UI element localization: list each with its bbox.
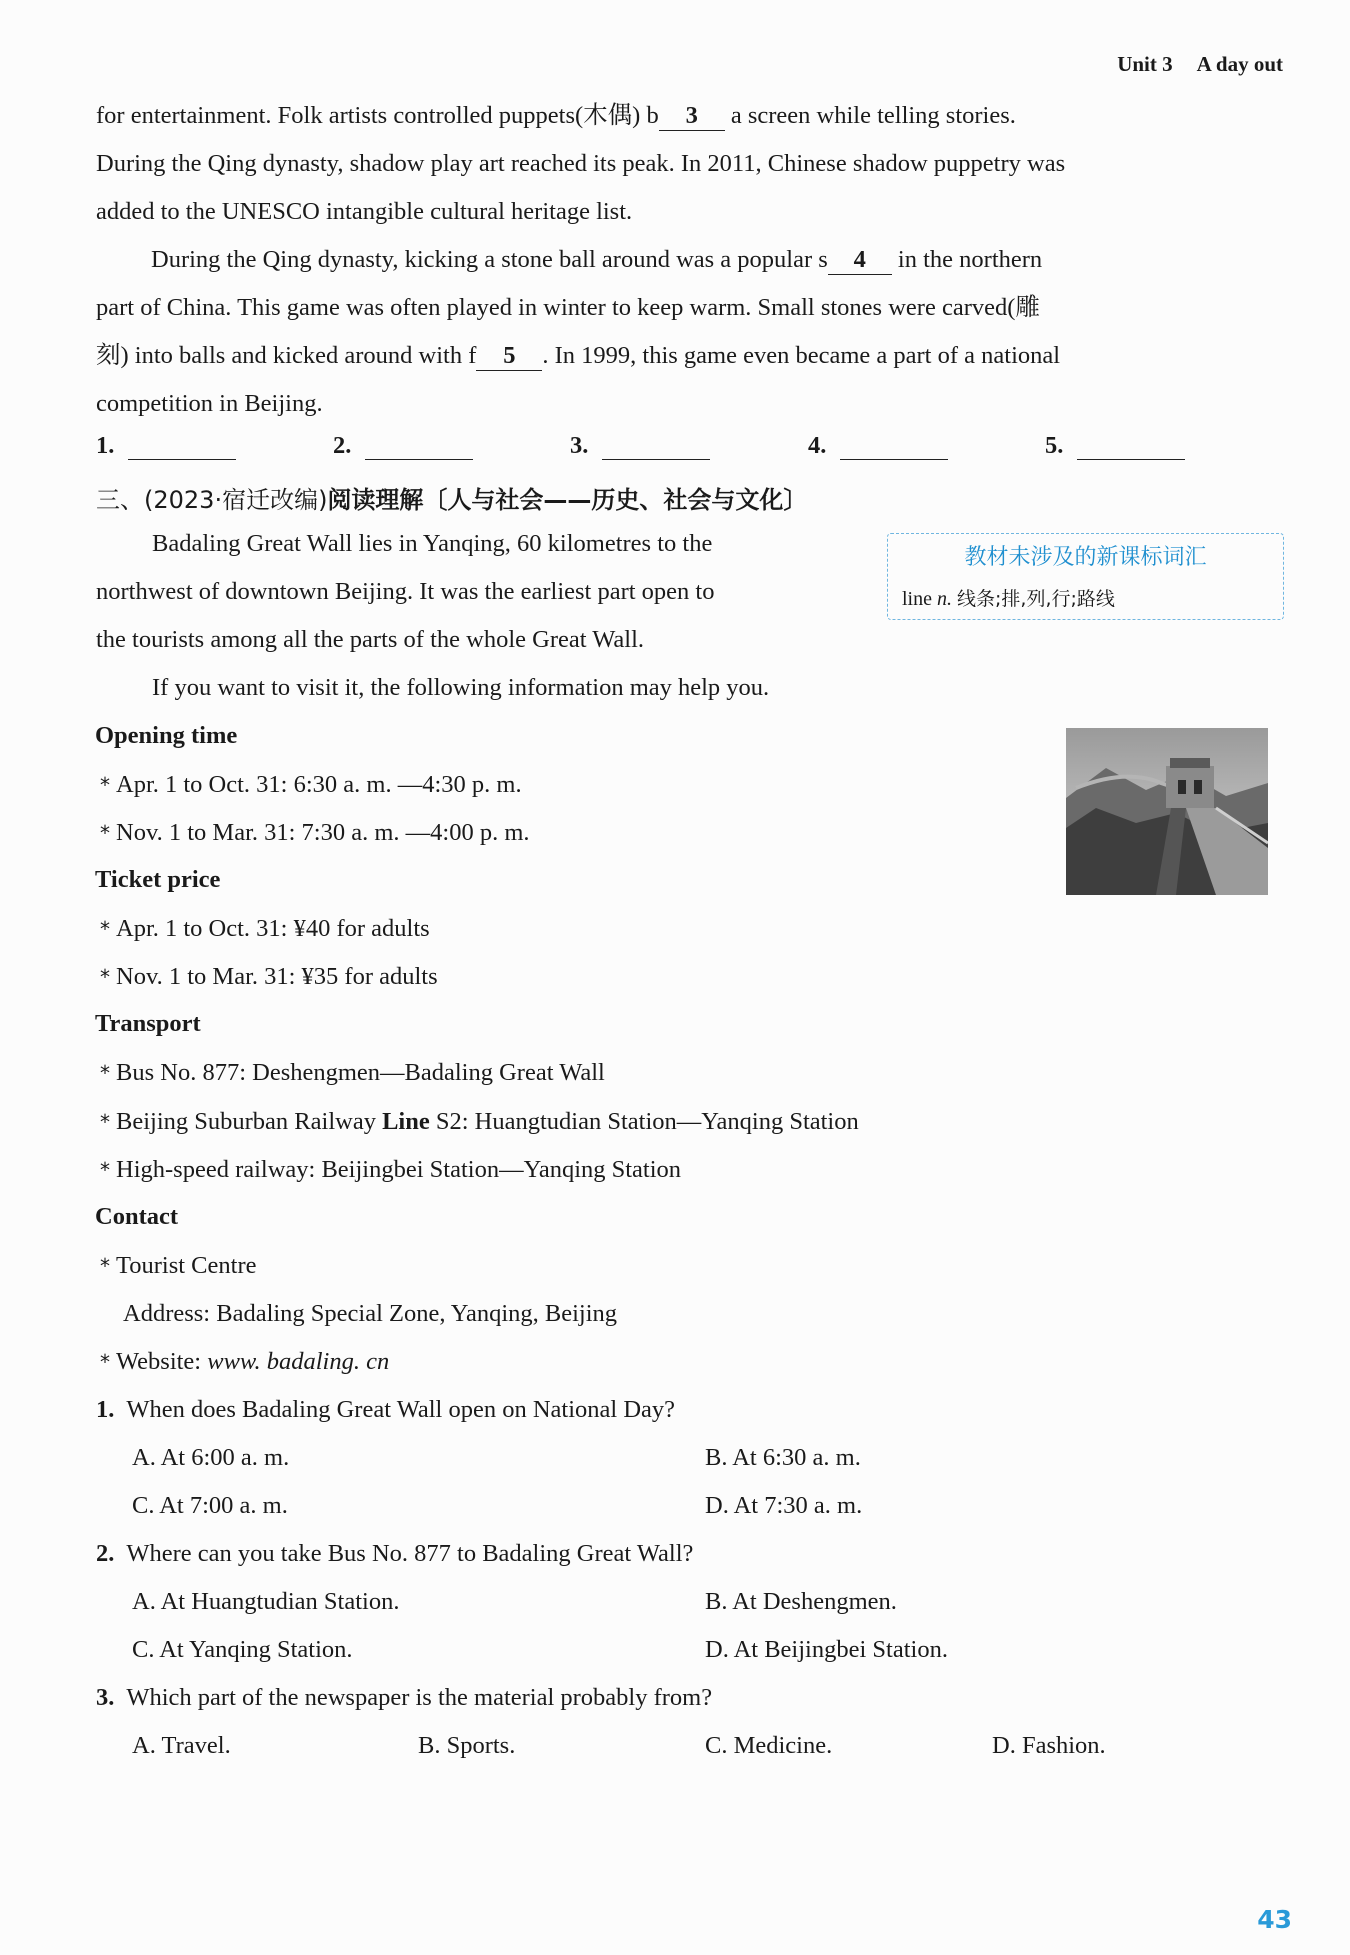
question-1-option-d[interactable]: D. At 7:30 a. m. (705, 1492, 863, 1519)
answer-number: 5. (1045, 432, 1064, 459)
question-text: Where can you take Bus No. 877 to Badaling Great Wall? (126, 1540, 694, 1567)
text-run: a screen while telling stories. (724, 102, 1016, 129)
bullet-text: High-speed railway: Beijingbei Station—Yanqing Station (116, 1156, 682, 1183)
vocab-word: line (902, 588, 932, 610)
answer-underline[interactable] (602, 437, 710, 460)
text-run: . In 1999, this game even became a part of a national (542, 342, 1061, 369)
question-3-option-a[interactable]: A. Travel. (132, 1732, 231, 1759)
vocab-pos: n. (937, 588, 952, 610)
text-run: in the northern (891, 246, 1043, 273)
section-heading: 阅读理解〔人与社会——历史、社会与文化〕 (327, 486, 808, 514)
ticket-price-item (100, 963, 438, 991)
question-text: Which part of the newspaper is the material probably from? (126, 1684, 713, 1711)
passage-line (96, 236, 1282, 284)
bullet-star-icon: * (100, 773, 110, 797)
ticket-price-heading: Ticket price (95, 866, 221, 893)
question-1-option-b[interactable]: B. At 6:30 a. m. (705, 1444, 861, 1471)
question-2-option-a[interactable]: A. At Huangtudian Station. (132, 1588, 400, 1615)
answer-underline[interactable] (128, 437, 236, 460)
question-number: 3. (96, 1684, 115, 1711)
answer-underline[interactable] (840, 437, 948, 460)
intro-line: northwest of downtown Beijing. It was the earliest part open to (96, 578, 715, 605)
question-3 (96, 1684, 712, 1712)
question-2 (96, 1540, 693, 1568)
bullet-text: Beijing Suburban Railway (116, 1108, 383, 1135)
answer-line-4[interactable] (808, 432, 948, 460)
opening-time-item (100, 819, 530, 847)
question-3-option-b[interactable]: B. Sports. (418, 1732, 516, 1759)
contact-item (100, 1348, 389, 1376)
question-number: 1. (96, 1396, 115, 1423)
header-unit: Unit 3 (1117, 52, 1173, 76)
transport-heading: Transport (95, 1010, 201, 1037)
question-1 (96, 1396, 675, 1424)
contact-item (100, 1252, 257, 1280)
passage-paragraph-1 (96, 92, 1282, 428)
bullet-star-icon: * (100, 821, 110, 845)
opening-time-heading: Opening time (95, 722, 238, 749)
question-2-option-d[interactable]: D. At Beijingbei Station. (705, 1636, 948, 1663)
answer-number: 3. (570, 432, 589, 459)
bullet-text: Nov. 1 to Mar. 31: 7:30 a. m. —4:00 p. m. (116, 819, 530, 846)
passage-line: During the Qing dynasty, shadow play art reached its peak. In 2011, Chinese shadow puppetry was (96, 150, 1066, 177)
bullet-star-icon: * (100, 1110, 110, 1134)
answer-blank-3: 3 (659, 102, 725, 131)
passage-line: competition in Beijing. (96, 390, 323, 417)
bullet-text: Website: (116, 1348, 208, 1375)
answer-line-2[interactable] (333, 432, 473, 460)
passage-line: added to the UNESCO intangible cultural heritage list. (96, 198, 633, 225)
section-title (96, 480, 807, 515)
question-1-option-c[interactable]: C. At 7:00 a. m. (132, 1492, 288, 1519)
vocab-box-title: 教材未涉及的新课标词汇 (964, 545, 1207, 570)
bullet-star-icon: * (100, 965, 110, 989)
question-1-option-a[interactable]: A. At 6:00 a. m. (132, 1444, 290, 1471)
bold-keyword: Line (382, 1108, 430, 1135)
answer-underline[interactable] (365, 437, 473, 460)
passage-line: part of China. This game was often played in winter to keep warm. Small stones were carved(雕 (96, 294, 1040, 321)
bullet-text: Apr. 1 to Oct. 31: 6:30 a. m. —4:30 p. m. (116, 771, 522, 798)
bullet-star-icon: * (100, 917, 110, 941)
answer-blank-4: 4 (828, 246, 892, 275)
website-link[interactable]: www. badaling. cn (207, 1348, 390, 1375)
intro-line: Badaling Great Wall lies in Yanqing, 60 kilometres to the (152, 530, 713, 557)
answer-line-3[interactable] (570, 432, 710, 460)
answer-number: 1. (96, 432, 115, 459)
bullet-star-icon: * (100, 1061, 110, 1085)
bullet-text: Nov. 1 to Mar. 31: ¥35 for adults (116, 963, 438, 990)
answer-number: 4. (808, 432, 827, 459)
transport-item (100, 1108, 859, 1136)
bullet-text: Bus No. 877: Deshengmen—Badaling Great Wall (116, 1059, 605, 1086)
question-2-option-b[interactable]: B. At Deshengmen. (705, 1588, 897, 1615)
vocab-meaning: 线条;排,列,行;路线 (957, 588, 1115, 610)
contact-heading: Contact (95, 1203, 179, 1230)
ticket-price-item (100, 915, 430, 943)
text-run: 刻) into balls and kicked around with f (96, 342, 477, 369)
intro-line: the tourists among all the parts of the whole Great Wall. (96, 626, 645, 653)
bullet-star-icon: * (100, 1158, 110, 1182)
page-number: 43 (1257, 1905, 1292, 1934)
text-run: During the Qing dynasty, kicking a stone ball around was a popular s (151, 246, 828, 273)
question-text: When does Badaling Great Wall open on National Day? (126, 1396, 676, 1423)
bullet-star-icon: * (100, 1254, 110, 1278)
text-run: for entertainment. Folk artists controlled puppets(木偶) b (96, 102, 659, 129)
answer-blank-5: 5 (476, 342, 542, 371)
answer-underline[interactable] (1077, 437, 1185, 460)
bullet-star-icon: * (100, 1350, 110, 1374)
opening-time-item (100, 771, 522, 799)
contact-address: Address: Badaling Special Zone, Yanqing, Beijing (123, 1300, 618, 1327)
running-header (1093, 52, 1283, 77)
bullet-text: Tourist Centre (116, 1252, 257, 1279)
passage-line (96, 92, 1282, 140)
section-prefix: 三、(2023·宿迁改编) (96, 486, 328, 514)
question-3-option-d[interactable]: D. Fashion. (992, 1732, 1106, 1759)
passage-line (96, 332, 1282, 380)
bullet-text: Apr. 1 to Oct. 31: ¥40 for adults (116, 915, 430, 942)
question-2-option-c[interactable]: C. At Yanqing Station. (132, 1636, 353, 1663)
great-wall-photo (1066, 728, 1268, 895)
great-wall-photo-image (1066, 728, 1268, 895)
bullet-text: S2: Huangtudian Station—Yanqing Station (429, 1108, 859, 1135)
answer-number: 2. (333, 432, 352, 459)
question-3-option-c[interactable]: C. Medicine. (705, 1732, 833, 1759)
answer-line-1[interactable] (96, 432, 236, 460)
intro-line: If you want to visit it, the following information may help you. (152, 674, 770, 701)
transport-item (100, 1156, 681, 1184)
vocab-entry (902, 584, 1115, 611)
header-title: A day out (1196, 52, 1283, 76)
answer-line-5[interactable] (1045, 432, 1185, 460)
question-number: 2. (96, 1540, 115, 1567)
vocab-note-box (887, 533, 1284, 620)
transport-item (100, 1059, 605, 1087)
